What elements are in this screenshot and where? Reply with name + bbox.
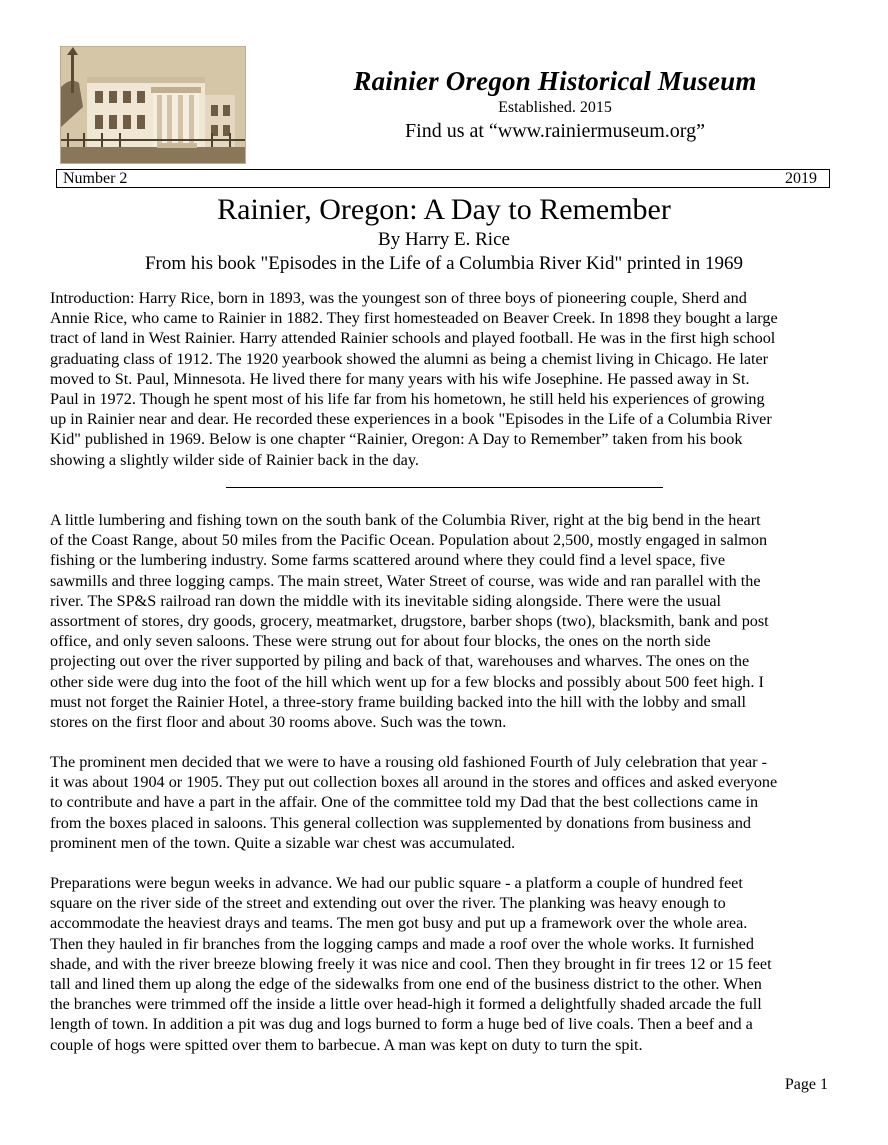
museum-building-illustration <box>61 47 245 163</box>
text-line: from the boxes placed in saloons. This general collection was supplemented by donations from business and <box>50 813 752 832</box>
text-line: of the Coast Range, about 50 miles from the Pacific Ocean. Population about 2,500, mostly engaged in salmon <box>50 531 768 550</box>
article-source: From his book "Episodes in the Life of a Columbia River Kid" printed in 1969 <box>144 253 744 274</box>
text-line: Then they hauled in fir branches from the logging camps and made a roof over the whole works. It furnished <box>50 934 754 953</box>
intro-paragraph <box>50 288 838 470</box>
issue-number: Number 2 <box>63 170 128 187</box>
text-line: other side were dug into the foot of the hill which went up for a few blocks and possibly about 500 feet high. I <box>50 672 764 691</box>
text-line: must not forget the Rainier Hotel, a three-story frame building backed into the hill with the lobby and small <box>50 692 747 711</box>
text-line: sawmills and three logging camps. The main street, Water Street of course, was wide and ran parallel with the <box>50 571 761 590</box>
text-line: prominent men of the town. Quite a sizable war chest was accumulated. <box>50 833 516 852</box>
text-line: it was about 1904 or 1905. They put out collection boxes all around in the stores and offices and asked everyone <box>50 773 778 792</box>
text-line: projecting out over the river supported by piling and back of that, warehouses and wharves. The ones on the <box>50 652 750 671</box>
text-line: graduating class of 1912. The 1920 yearbook showed the alumni as being a chemist living in Chicago. He later <box>50 349 769 368</box>
text-line: assortment of stores, dry goods, grocery, meatmarket, drugstore, barber shops (two), blacksmith, bank and post <box>50 612 769 631</box>
text-line: fishing or the lumbering industry. Some farms scattered around where they could find a level space, five <box>50 551 726 570</box>
text-line: showing a slightly wilder side of Rainier back in the day. <box>50 450 419 469</box>
text-line: Kid" published in 1969. Below is one chapter “Rainier, Oregon: A Day to Remember” taken from his book <box>50 430 743 449</box>
website-line: Find us at “www.rainiermuseum.org” <box>405 120 705 142</box>
museum-name: Rainier Oregon Historical Museum <box>353 66 757 96</box>
text-line: length of town. In addition a pit was dug and logs burned to form a huge bed of live coals. Then a beef and a <box>50 1015 753 1034</box>
text-line: office, and only seven saloons. These were strung out for about four blocks, the ones on the north side <box>50 632 711 651</box>
established-line: Established. 2015 <box>498 99 612 116</box>
text-line: square on the river side of the street and extending out over the river. The planking was heavy enough to <box>50 894 726 913</box>
body-paragraph <box>50 510 838 732</box>
text-line: accommodate the heaviest drays and teams. The men got busy and put up a framework over the whole area. <box>50 914 748 933</box>
text-line: Paul in 1972. Though he spent most of his life far from his hometown, he still held his experiences of growing <box>50 390 765 409</box>
museum-building-photo <box>60 46 246 164</box>
text-line: couple of hogs were spitted over them to barbecue. A man was kept on duty to turn the spit. <box>50 1035 643 1054</box>
text-line: tall and lined them up along the edge of the sidewalks from one end of the business district to the other. When <box>50 975 762 994</box>
text-line: stores on the first floor and about 30 rooms above. Such was the town. <box>50 713 507 732</box>
issue-bar <box>56 169 830 188</box>
text-line: to contribute and have a part in the affair. One of the committee told my Dad that the best collections came in <box>50 793 759 812</box>
text-line: Introduction: Harry Rice, born in 1893, was the youngest son of three boys of pioneering couple, Sherd and <box>50 289 747 307</box>
page-number: Page 1 <box>784 1076 828 1093</box>
text-line: A little lumbering and fishing town on the south bank of the Columbia River, right at the big bend in the heart <box>50 511 761 529</box>
issue-year: 2019 <box>785 170 817 187</box>
body-paragraph <box>50 752 838 853</box>
text-line: the branches were trimmed off the inside a little over head-high it formed a delightfully shaded arcade the full <box>50 995 762 1014</box>
text-line: The prominent men decided that we were to have a rousing old fashioned Fourth of July celebration that year - <box>50 753 767 771</box>
text-line: tract of land in West Rainier. Harry attended Rainier schools and played football. He was in the first high school <box>50 329 776 348</box>
text-line: Annie Rice, who came to Rainier in 1882. They first homesteaded on Beaver Creek. In 1898 they bought a large <box>50 309 778 328</box>
text-line: shade, and with the river breeze blowing freely it was nice and cool. Then they brought in fir trees 12 or 15 feet <box>50 954 772 973</box>
text-line: Preparations were begun weeks in advance. We had our public square - a platform a couple of hundred feet <box>50 874 743 892</box>
article-title: Rainier, Oregon: A Day to Remember <box>217 193 671 226</box>
text-line: river. The SP&S railroad ran down the middle with its inevitable siding alongside. There were the usual <box>50 591 722 610</box>
text-line: up in Rainier near and dear. He recorded these experiences in a book "Episodes in the Life of a Columbia River <box>50 410 772 429</box>
text-line: moved to St. Paul, Minnesota. He lived there for many years with his wife Josephine. He passed away in St. <box>50 369 750 388</box>
body-paragraph <box>50 873 838 1055</box>
section-divider <box>226 487 663 488</box>
article-byline: By Harry E. Rice <box>378 229 510 250</box>
